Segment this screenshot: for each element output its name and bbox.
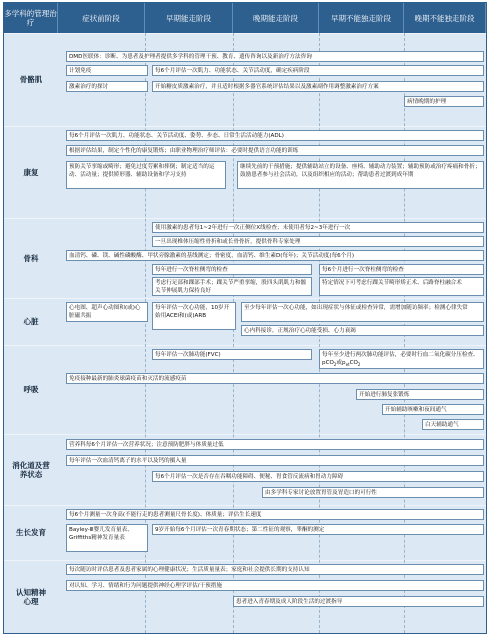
resp-vaccine-box: 免疫接种最新的肺炎球菌疫苗和灭活的流感疫苗 (66, 373, 484, 384)
row-neuromuscular (4, 34, 486, 126)
label-psych: 认知精神心理 (16, 587, 46, 606)
gi-dysphagia-box: 每6个月评估一次是否存在吞咽功能障碍、便秘、胃食管反流病和胃动力障碍 (152, 471, 484, 482)
resp-biannual-text: 每年至少进行两次肺功能评估，必要时行血二氧化碳分压检查、 (322, 352, 479, 358)
bone-xray-box: 使用激素的患者每1~2年进行一次正侧位X线检查；未使用者每2~3年进行一次 (152, 222, 484, 233)
resp-pco2-formula: pCO$_2$或$p_{et}CO_2$ (322, 360, 361, 368)
label-growth: 生长发育 (16, 528, 46, 538)
stage-late-nonambulatory: 晚期不能独走阶段 (404, 3, 486, 33)
growth-bayley-box: Bayley-Ⅲ婴儿发育量表、Griffiths精神发育量表 (66, 524, 148, 552)
label-rehab: 康复 (23, 167, 39, 177)
bone-fracture-box: 一旦出现椎体压缩性骨折和或长骨骨折，提供骨科专家处理 (152, 236, 484, 247)
resp-lung-recruitment-box: 开始进行肺复张锻炼 (356, 389, 484, 400)
rehab-exercise-box: 根据评估结果，制定个性化的康复锻炼；由职业物理治疗师评估：必要时提供语言功能的训练 (66, 145, 484, 156)
growth-measurement-box: 每6个月测量一次身高(不能行走的患者测量尺骨长度)、体质量；评估生长速度 (66, 509, 484, 520)
psych-transition-box: 患者进入青春期及成人阶段生活的过渡指导 (233, 596, 484, 607)
care-table (3, 2, 487, 634)
nm-steroid-discussion-box: 激素治疗的探讨 (66, 81, 148, 92)
growth-puberty-box: 9岁开始每6个月评估一次青春期状态；第二性征的观察，睾酮的测定 (152, 524, 484, 535)
resp-biannual-box (319, 349, 484, 369)
rehab-early-prevention-box: 预防关节挛缩或畸形；避免过度劳累和摔倒；制定适当的运动、活动量；提供矫形器、辅助设备和学习支持 (66, 161, 226, 189)
nm-late-care-box: 病情晚期的护理 (404, 96, 484, 107)
bone-scoliosis-yearly-box: 每年进行一次脊柱侧弯的检查 (152, 264, 312, 275)
psych-wellbeing-box: 每次随访时评估患者及患者家属的心理健康状况；生活质量量表；家庭和社会提供长期的支持认知 (66, 564, 484, 575)
resp-fvc-box: 每年评估一次肺功能(FVC) (152, 349, 312, 360)
label-bone: 骨科 (23, 253, 39, 263)
rehab-assessment-box: 每6个月评估一次肌力、功能状态、关节活动度、姿势、步态、日常生活活动能力(ADL) (66, 130, 484, 141)
gi-gastrostomy-box: 由多学科专家讨论放置胃管及胃造口的可行性 (262, 487, 484, 498)
nm-team-box: DMD医联体：诊断、为患者及护理者提供多学科的管理干预、教育、遗传咨询以及新治疗方法咨询 (66, 51, 484, 62)
bone-foot-surgery-box: 考虑行足部和踝部手术；踝关节严重挛缩，股四头肌肌力和髋关节伸展肌力保持良好 (152, 277, 312, 296)
label-cardiac: 心脏 (23, 317, 39, 327)
resp-cough-assist-box: 开始辅助咳嗽和夜间通气 (382, 404, 484, 415)
rehab-late-support-box: 继续先前的干预措施；提供辅助站立的设备、座椅、辅助动力装置；辅助预防或治疗疼痛和骨折；鼓励患者参与社会活动，以及组织相应的活动；帮助患者过渡到成年期 (237, 161, 484, 189)
label-neuromuscular: 骨骼肌 (19, 75, 43, 85)
resp-daytime-ventilation-box: 白天辅助通气 (422, 419, 484, 430)
psych-neuro-box: 对认知、学习、情绪和行为问题提供神经心理学评估/干预措施 (66, 580, 484, 591)
bone-baseline-box: 血清钙、磷、镁、碱性磷酸酶、甲状旁腺激素的基线测定；骨密度，血清钙、维生素D(每年)；关节活动度(每6个月) (66, 250, 484, 261)
label-gi: 消化道及营养状态 (12, 460, 50, 479)
header-corner: 多学科的管理治疗 (4, 3, 58, 33)
nm-strength-assessment-box: 每6个月评估一次肌力、功能状态、关节活动度，确定疾病阶段 (152, 65, 484, 76)
label-respiratory: 呼吸 (23, 385, 39, 395)
stage-presymptomatic: 症状前阶段 (58, 3, 145, 33)
gi-calcium-box: 每年评估一次血清钙离子的水平以及钙的摄入量 (66, 455, 484, 466)
cardiac-followup-box: 至少每年评估一次心功能，如出现症状与体征或检查异常，需增加随访频率；检测心律失常 (241, 302, 484, 322)
stage-early-ambulatory: 早期能走阶段 (145, 3, 233, 33)
nm-vaccination-box: 计划免疫 (66, 65, 148, 76)
column-guide (233, 33, 234, 633)
bone-scoliosis-6month-box: 每6个月进行一次脊柱侧弯的检查 (319, 264, 484, 275)
gi-nutrition-box: 营养科每6个月评估一次营养状况；注意预防肥胖与体质量过低 (66, 439, 484, 450)
bone-spinal-surgery-box: 特定情况下可考虑行踝关节畸形矫正术、后路脊柱融合术 (319, 277, 484, 296)
nm-steroid-treatment-box: 开始糖皮质激素治疗，并且适时根据多器官系统评估结果以及激素副作用调整激素治疗方案 (152, 81, 484, 92)
stage-late-ambulatory: 晚期能走阶段 (233, 3, 319, 33)
cardiac-imaging-box: 心电图、超声心动图和(或)心脏磁共振 (66, 302, 148, 322)
cardiac-acei-box: 每年评估一次心功能，10岁开始用ACEI和(或)ARB (152, 302, 236, 330)
stage-early-nonambulatory: 早期不能独走阶段 (319, 3, 404, 33)
cardiac-treatment-box: 心内科接诊，正规治疗心功能受损、心力衰竭 (241, 325, 484, 336)
